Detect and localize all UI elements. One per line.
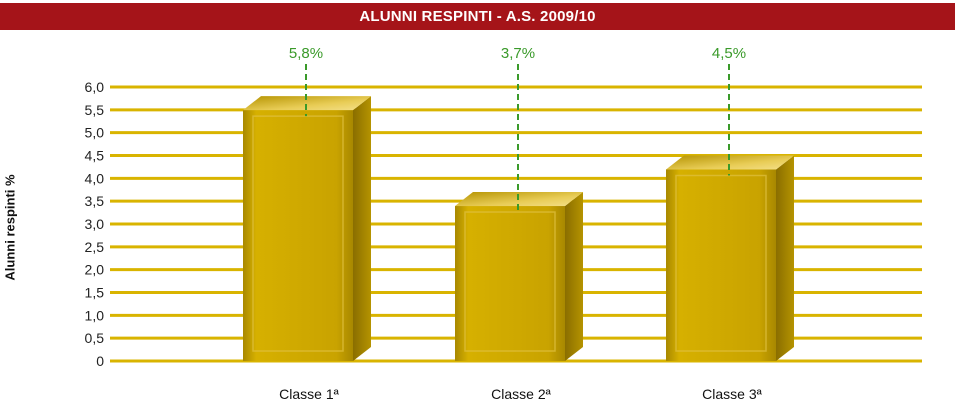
bar-side xyxy=(565,192,583,361)
data-label: 5,8% xyxy=(288,45,324,62)
y-tick-label: 4,5 xyxy=(84,147,104,164)
y-tick-label: 2,5 xyxy=(84,238,104,255)
bar-side xyxy=(776,156,794,362)
bar xyxy=(243,96,371,361)
y-tick-label: 4,0 xyxy=(84,170,104,187)
y-tick-label: 3,0 xyxy=(84,216,104,232)
data-label: 4,5% xyxy=(711,45,747,62)
y-tick-label: 1,5 xyxy=(84,284,104,301)
y-tick-label: 0 xyxy=(96,353,104,369)
x-tick-label: Classe 2ª xyxy=(491,386,551,402)
x-tick-label: Classe 3ª xyxy=(702,386,762,402)
bar-front xyxy=(666,170,776,362)
y-tick-label: 0,5 xyxy=(84,330,104,347)
x-tick-label: Classe 1ª xyxy=(279,386,339,402)
bar xyxy=(666,156,794,362)
y-tick-label: 5,5 xyxy=(84,101,104,118)
y-tick-label: 5,0 xyxy=(84,124,104,141)
bar-front xyxy=(455,206,565,361)
y-axis-label: Alunni respinti % xyxy=(2,174,18,281)
bar-side xyxy=(353,96,371,361)
y-tick-label: 2,0 xyxy=(84,261,104,278)
y-tick-label: 3,5 xyxy=(84,193,104,210)
y-tick-label: 1,0 xyxy=(84,307,104,324)
chart-title: ALUNNI RESPINTI - A.S. 2009/10 xyxy=(0,3,955,30)
data-label: 3,7% xyxy=(500,45,536,62)
bar xyxy=(455,192,583,361)
bar-front xyxy=(243,110,353,361)
y-tick-label: 6,0 xyxy=(84,79,104,95)
